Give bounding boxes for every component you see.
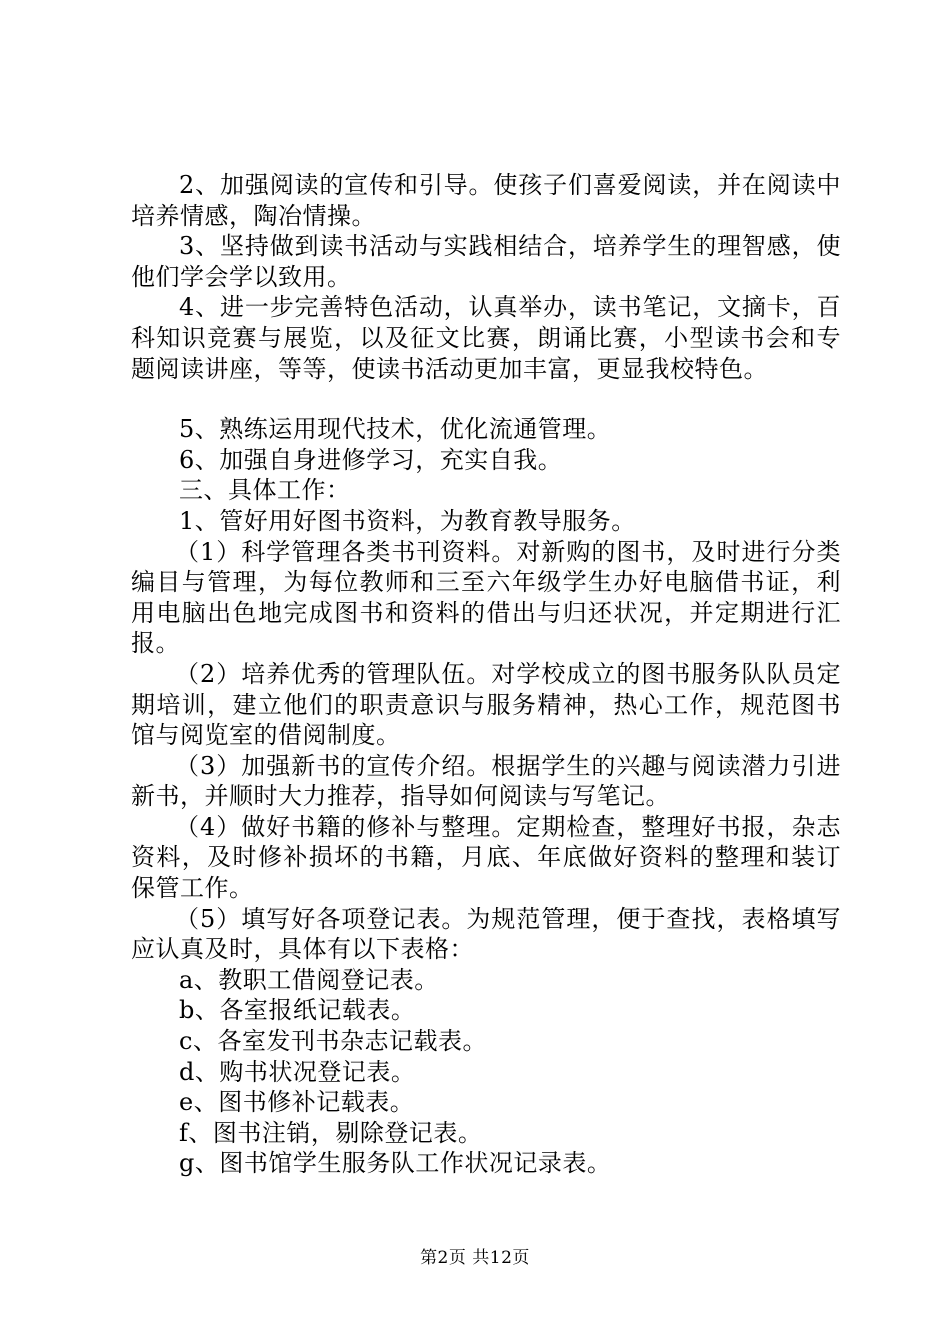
page-number-footer: 第2页 共12页 [420, 1248, 530, 1268]
form-list-item-f: f、图书注销，剔除登记表。 [179, 1118, 483, 1147]
paragraph-item-6: 6、加强自身进修学习，充实自我。 [179, 445, 563, 474]
form-list-item-g: g、图书馆学生服务队工作状况记录表。 [179, 1149, 612, 1178]
paragraph-item-2: 2、加强阅读的宣传和引导。使孩子们喜爱阅读，并在阅读中培养情感，陶冶情操。 [131, 171, 841, 230]
form-list-item-e: e、图书修补记载表。 [179, 1088, 415, 1117]
paragraph-item-3: 3、坚持做到读书活动与实践相结合，培养学生的理智感，使他们学会学以致用。 [131, 232, 841, 291]
form-list-item-a: a、教职工借阅登记表。 [179, 965, 439, 994]
paragraph-subitem-2: （2）培养优秀的管理队伍。对学校成立的图书服务队队员定期培训，建立他们的职责意识与服务精神，热心工作，规范图书馆与阅览室的借阅制度。 [131, 659, 841, 750]
paragraph-item-4: 4、进一步完善特色活动，认真举办，读书笔记，文摘卡，百科知识竞赛与展览，以及征文比赛，朗诵比赛，小型读书会和专题阅读讲座，等等，使读书活动更加丰富，更显我校特色。 [131, 293, 841, 383]
form-list-item-c: c、各室发刊书杂志记载表。 [179, 1027, 487, 1056]
form-list-item-b: b、各室报纸记载表。 [179, 996, 416, 1025]
paragraph-subitem-5: （5）填写好各项登记表。为规范管理，便于查找，表格填写应认真及时，具体有以下表格： [131, 904, 841, 964]
paragraph-subitem-3: （3）加强新书的宣传介绍。根据学生的兴趣与阅读潜力引进新书，并顺时大力推荐，指导如何阅读与写笔记。 [131, 751, 841, 811]
paragraph-subitem-4: （4）做好书籍的修补与整理。定期检查，整理好书报，杂志资料，及时修补损坏的书籍，月底、年底做好资料的整理和装订保管工作。 [131, 812, 841, 903]
document-body [131, 170, 841, 1179]
paragraph-work-item-1: 1、管好用好图书资料，为教育教导服务。 [179, 506, 636, 535]
paragraph-subitem-1: （1）科学管理各类书刊资料。对新购的图书，及时进行分类编目与管理，为每位教师和三至六年级学生办好电脑借书证，利用电脑出色地完成图书和资料的借出与归还状况，并定期进行汇报。 [131, 537, 841, 658]
section-heading-specific-work: 三、具体工作： [179, 476, 351, 505]
form-list-item-d: d、购书状况登记表。 [179, 1057, 416, 1086]
paragraph-item-5: 5、熟练运用现代技术，优化流通管理。 [179, 415, 612, 444]
